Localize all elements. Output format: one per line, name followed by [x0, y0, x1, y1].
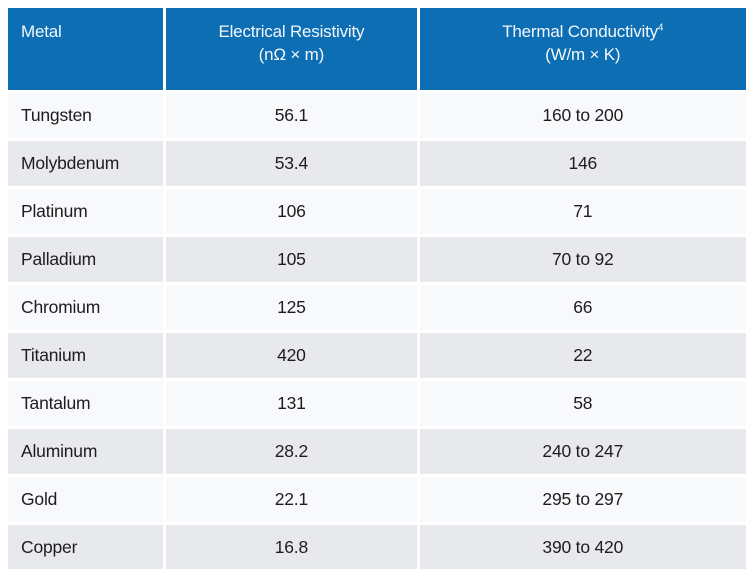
- header-cell-electrical-resistivity: [166, 8, 416, 90]
- table-row-chromium: [8, 285, 746, 330]
- table-row-palladium: [8, 237, 746, 282]
- resistivity-cell: 131: [166, 381, 416, 426]
- metal-name-cell: Titanium: [8, 333, 163, 378]
- metal-name-cell: Molybdenum: [8, 141, 163, 186]
- resistivity-cell: 28.2: [166, 429, 416, 474]
- metal-name-cell: Tungsten: [8, 93, 163, 138]
- resistivity-cell: 125: [166, 285, 416, 330]
- table-row-molybdenum: [8, 141, 746, 186]
- conductivity-cell: 295 to 297: [420, 477, 746, 522]
- conductivity-cell: 240 to 247: [420, 429, 746, 474]
- table-row-tungsten: [8, 93, 746, 138]
- resistivity-cell: 105: [166, 237, 416, 282]
- metal-name-cell: Palladium: [8, 237, 163, 282]
- column-title-metal: [21, 20, 159, 43]
- header-row: [8, 8, 746, 90]
- header-cell-metal: [8, 8, 163, 90]
- table-row-tantalum: [8, 381, 746, 426]
- conductivity-cell: 146: [420, 141, 746, 186]
- table-row-copper: [8, 525, 746, 569]
- resistivity-cell: 22.1: [166, 477, 416, 522]
- resistivity-cell: 16.8: [166, 525, 416, 569]
- column-title-text: Thermal Conductivity: [502, 22, 658, 41]
- metal-name-cell: Chromium: [8, 285, 163, 330]
- conductivity-cell: 66: [420, 285, 746, 330]
- conductivity-cell: 70 to 92: [420, 237, 746, 282]
- column-unit-thermal-conductivity: (W/m × K): [545, 45, 621, 64]
- table-row-gold: [8, 477, 746, 522]
- table-row-platinum: [8, 189, 746, 234]
- footnote-marker: 4: [657, 22, 664, 34]
- resistivity-cell: 420: [166, 333, 416, 378]
- column-title-electrical-resistivity: [170, 20, 412, 43]
- conductivity-cell: 71: [420, 189, 746, 234]
- column-title-thermal-conductivity: [424, 20, 742, 43]
- column-title-text: Electrical Resistivity: [218, 22, 365, 41]
- metal-name-cell: Tantalum: [8, 381, 163, 426]
- table-row-titanium: [8, 333, 746, 378]
- metal-name-cell: Platinum: [8, 189, 163, 234]
- resistivity-cell: 106: [166, 189, 416, 234]
- conductivity-cell: 22: [420, 333, 746, 378]
- conductivity-cell: 58: [420, 381, 746, 426]
- metal-name-cell: Gold: [8, 477, 163, 522]
- metal-properties-table: [5, 5, 749, 569]
- resistivity-cell: 53.4: [166, 141, 416, 186]
- column-unit-electrical-resistivity: (nΩ × m): [258, 45, 325, 64]
- table-row-aluminum: [8, 429, 746, 474]
- metal-name-cell: Copper: [8, 525, 163, 569]
- column-title-text: Metal: [21, 22, 62, 41]
- header-cell-thermal-conductivity: [420, 8, 746, 90]
- resistivity-cell: 56.1: [166, 93, 416, 138]
- conductivity-cell: 160 to 200: [420, 93, 746, 138]
- metal-name-cell: Aluminum: [8, 429, 163, 474]
- conductivity-cell: 390 to 420: [420, 525, 746, 569]
